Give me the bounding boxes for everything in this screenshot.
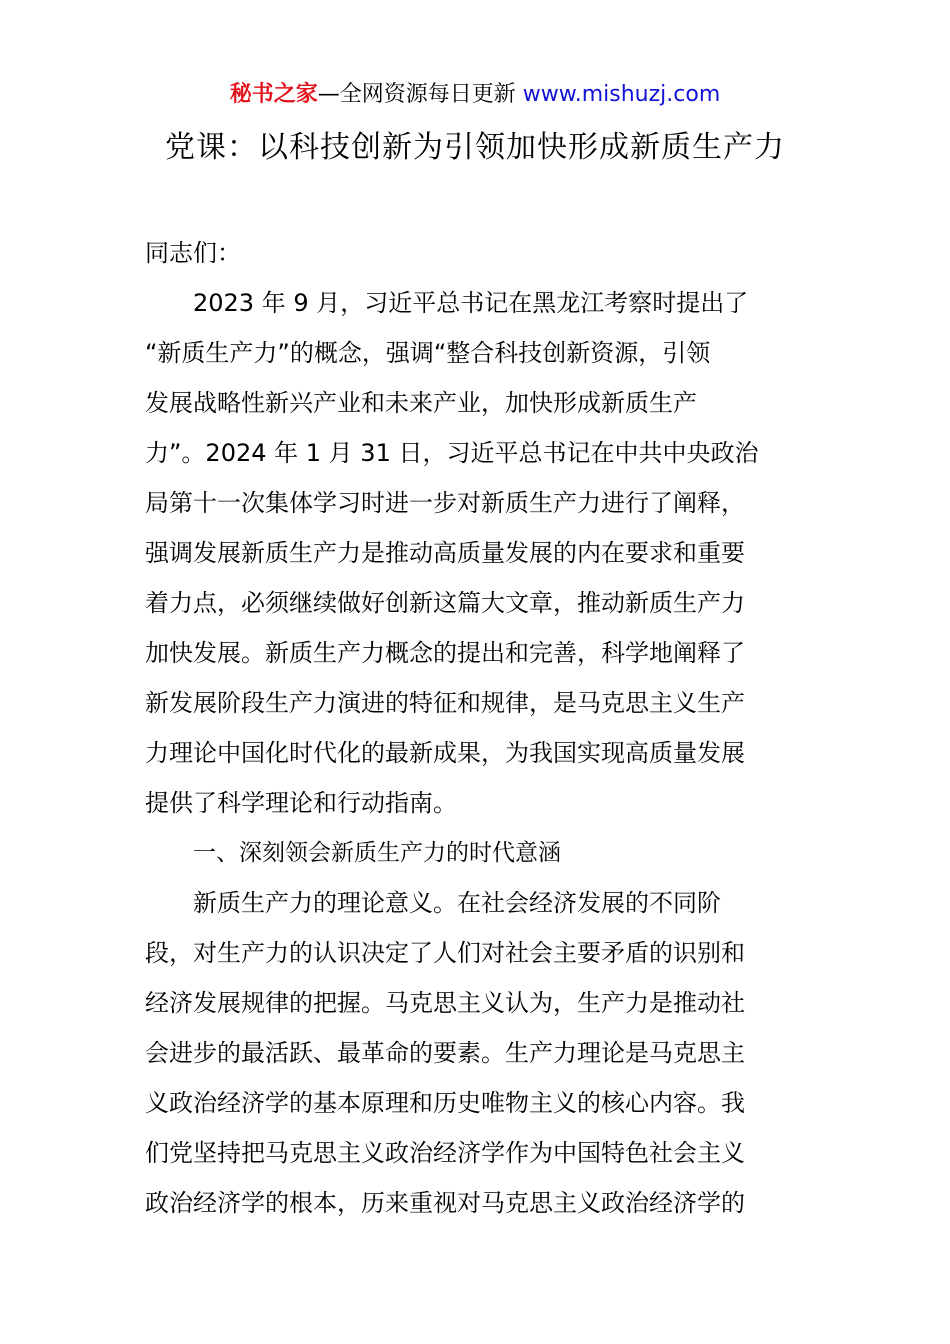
site-brand: 秘书之家 — [229, 82, 318, 107]
text-line: 们党坚持把马克思主义政治经济学作为中国特色社会主义 — [145, 1139, 745, 1167]
text-line: 力”。2024 年 1 月 31 日，习近平总书记在中共中央政治 — [145, 439, 759, 467]
text-line: 新质生产力的理论意义。在社会经济发展的不同阶 — [193, 889, 721, 917]
site-tagline: —全网资源每日更新 — [317, 82, 523, 107]
document-title: 党课：以科技创新为引领加快形成新质生产力 — [165, 130, 785, 165]
text-line: 政治经济学的根本，历来重视对马克思主义政治经济学的 — [145, 1189, 745, 1217]
text-line: 2023 年 9 月，习近平总书记在黑龙江考察时提出了 — [193, 289, 749, 317]
text-line: 义政治经济学的基本原理和历史唯物主义的核心内容。我 — [145, 1089, 745, 1117]
text-line: 力理论中国化时代化的最新成果，为我国实现高质量发展 — [145, 739, 745, 767]
text-line: 发展战略性新兴产业和未来产业，加快形成新质生产 — [145, 389, 697, 417]
document-body — [145, 228, 810, 1228]
paragraph-theory — [145, 878, 810, 1228]
text-line: 会进步的最活跃、最革命的要素。生产力理论是马克思主 — [145, 1039, 745, 1067]
text-line: 段，对生产力的认识决定了人们对社会主要矛盾的识别和 — [145, 939, 745, 967]
text-line: 经济发展规律的把握。马克思主义认为，生产力是推动社 — [145, 989, 745, 1017]
text-line: 加快发展。新质生产力概念的提出和完善，科学地阐释了 — [145, 639, 745, 667]
site-header — [0, 80, 950, 110]
text-line: 新发展阶段生产力演进的特征和规律，是马克思主义生产 — [145, 689, 745, 717]
text-line: “新质生产力”的概念，强调“整合科技创新资源，引领 — [145, 339, 711, 367]
text-line: 局第十一次集体学习时进一步对新质生产力进行了阐释， — [145, 489, 745, 517]
text-line: 提供了科学理论和行动指南。 — [145, 789, 457, 817]
section-heading: 一、深刻领会新质生产力的时代意涵 — [193, 840, 561, 866]
paragraph-intro — [145, 278, 810, 828]
text-line: 着力点，必须继续做好创新这篇大文章，推动新质生产力 — [145, 589, 745, 617]
salutation: 同志们： — [145, 239, 241, 267]
text-line: 强调发展新质生产力是推动高质量发展的内在要求和重要 — [145, 539, 745, 567]
site-url-link[interactable]: www.mishuzj.com — [522, 82, 721, 107]
